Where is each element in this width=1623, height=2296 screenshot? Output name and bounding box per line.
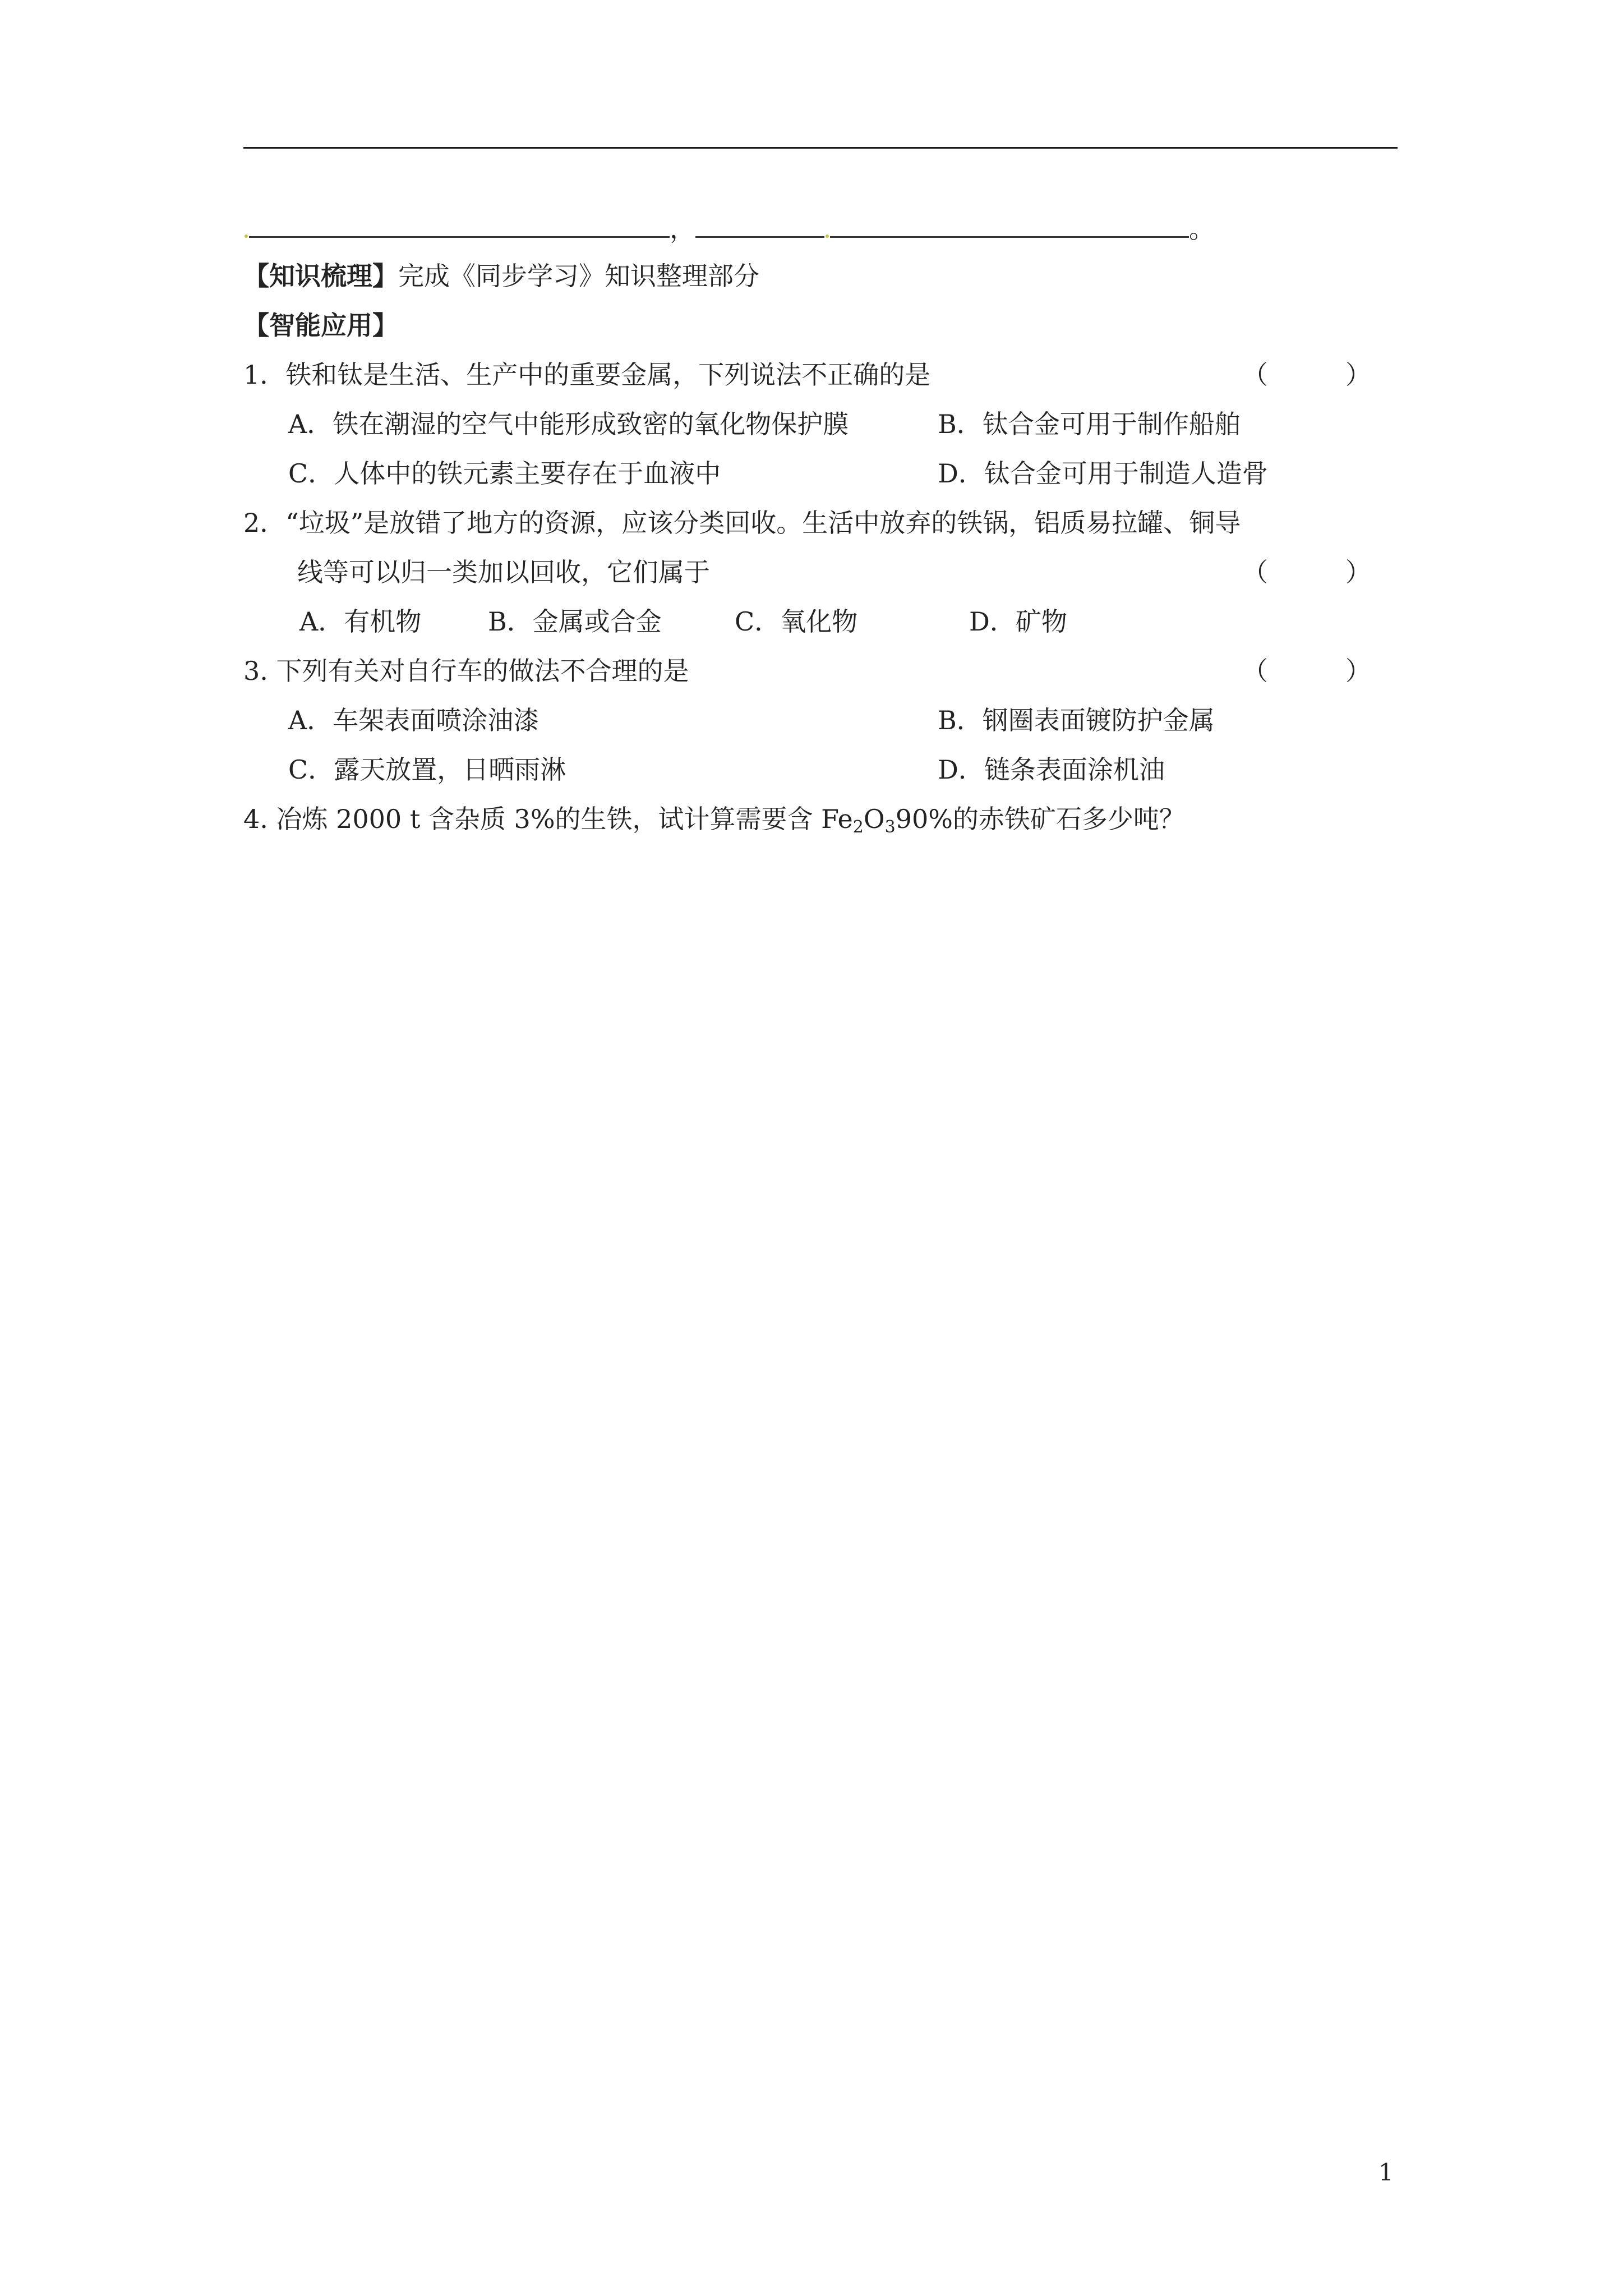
heading-knowledge-label: 【知识梳理】	[243, 261, 398, 291]
heading-application	[243, 309, 398, 342]
q1-option-a: A．铁在潮湿的空气中能形成致密的氧化物保护膜	[288, 409, 849, 439]
q2-option-a: A．有机物	[299, 606, 422, 637]
q1-stem: 1．铁和钛是生活、生产中的重要金属，下列说法不正确的是	[243, 360, 931, 390]
q1-option-c: C．人体中的铁元素主要存在于血液中	[288, 458, 721, 489]
q1-option-d: D．钛合金可用于制造人造骨	[938, 458, 1268, 489]
mark-dot	[826, 234, 829, 238]
q4-stem	[243, 802, 1185, 844]
q2-answer-paren[interactable]: （ ）	[1242, 557, 1371, 587]
page-number: 1	[1378, 2159, 1394, 2186]
period: 。	[1189, 214, 1215, 244]
q2-stem-line2: 线等可以归一类加以回收，它们属于	[297, 557, 710, 587]
fill-in-line	[243, 212, 1215, 246]
answer-blank-3[interactable]	[830, 214, 1189, 238]
q3-option-b: B．钢圈表面镀防护金属	[938, 705, 1215, 735]
q3-option-c: C．露天放置，日晒雨淋	[288, 754, 566, 785]
q3-option-a: A．车架表面喷涂油漆	[288, 705, 540, 735]
header-rule	[243, 147, 1398, 149]
q2-stem-line1: 2．“垃圾”是放错了地方的资源，应该分类回收。生活中放弃的铁锅，铝质易拉罐、铜导	[243, 508, 1241, 538]
q1-answer-paren[interactable]: （ ）	[1242, 360, 1371, 390]
q4-stem-prefix: 4. 冶炼 2000 t 含杂质 3%的生铁，试计算需要含 Fe	[243, 804, 853, 834]
q4-stem-suffix: 90%的赤铁矿石多少吨？	[895, 804, 1185, 834]
q4-subscript-2: 3	[884, 817, 896, 837]
q4-stem-o: O	[863, 804, 885, 834]
heading-application-label: 【智能应用】	[243, 310, 398, 341]
comma: ，	[670, 214, 695, 244]
answer-blank-2[interactable]	[695, 214, 824, 238]
q2-option-d: D．矿物	[969, 606, 1067, 637]
q1-option-b: B．钛合金可用于制作船舶	[938, 409, 1241, 439]
heading-knowledge-text: 完成《同步学习》知识整理部分	[398, 261, 759, 291]
q4-subscript-1: 2	[852, 817, 864, 837]
q2-option-c: C．氧化物	[735, 606, 858, 637]
q3-stem: 3. 下列有关对自行车的做法不合理的是	[243, 656, 689, 686]
mark-dot	[245, 234, 248, 238]
q2-option-b: B．金属或合金	[488, 606, 662, 637]
heading-knowledge	[243, 259, 759, 293]
answer-blank-1[interactable]	[249, 214, 670, 238]
q3-option-d: D．链条表面涂机油	[938, 754, 1165, 785]
q3-answer-paren[interactable]: （ ）	[1242, 656, 1371, 686]
